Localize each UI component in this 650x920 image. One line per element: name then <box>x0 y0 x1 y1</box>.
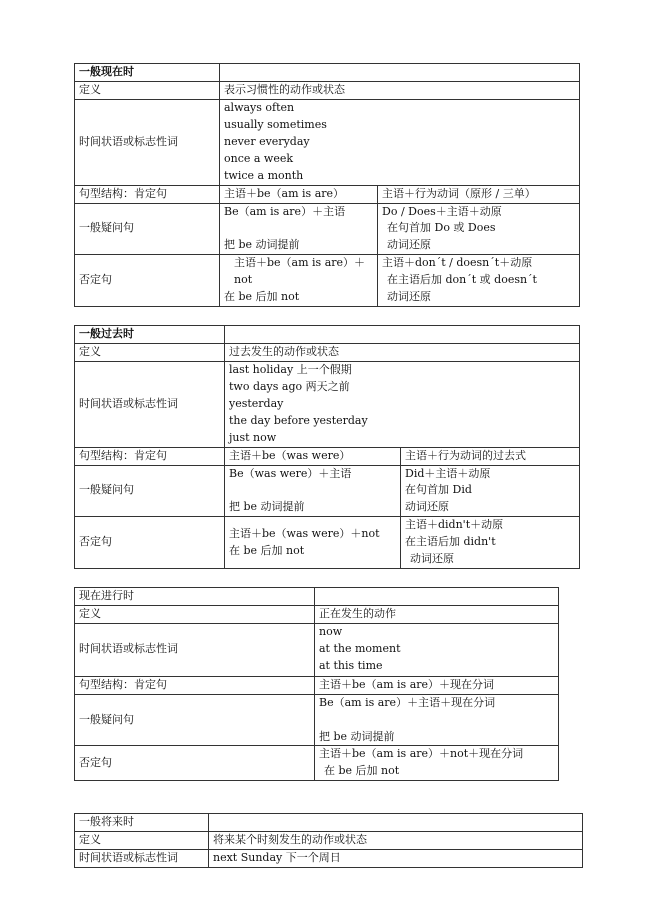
structure-label: 句型结构：肯定句 <box>75 185 220 203</box>
time-words-label: 时间状语或标志性词 <box>75 362 225 448</box>
negative-verb: 主语＋don´t / doesn´t＋动原 在主语后加 don´t 或 doesn´t 动词还原 <box>378 255 580 307</box>
time-word: last holiday 上一个假期 <box>229 363 352 376</box>
present-simple-title: 一般现在时 <box>75 64 220 82</box>
present-simple-table <box>74 63 580 307</box>
time-word: two days ago 两天之前 <box>229 379 350 393</box>
affirmative-be: 主语＋be（am is are） <box>220 185 378 203</box>
affirmative-be: 主语＋be（was were） <box>225 447 401 465</box>
past-simple-title: 一般过去时 <box>75 326 225 344</box>
present-continuous-title: 现在进行时 <box>75 588 315 606</box>
question-be: Be（am is are）＋主语 把 be 动词提前 <box>220 203 378 255</box>
time-word: at this time <box>319 658 383 672</box>
definition-label: 定义 <box>75 82 220 100</box>
time-word: just now <box>229 430 277 444</box>
future-simple-table <box>74 813 583 868</box>
negative-label: 否定句 <box>75 255 220 307</box>
definition-text: 将来某个时刻发生的动作或状态 <box>209 831 583 849</box>
time-word: the day before yesterday <box>229 413 368 427</box>
affirmative-verb: 主语＋行为动词的过去式 <box>401 447 580 465</box>
structure-label: 句型结构：肯定句 <box>75 676 315 694</box>
question-label: 一般疑问句 <box>75 203 220 255</box>
time-words-label: 时间状语或标志性词 <box>75 100 220 186</box>
structure-label: 句型结构：肯定句 <box>75 447 225 465</box>
time-words-label: 时间状语或标志性词 <box>75 849 209 867</box>
negative-verb: 主语＋didn't＋动原 在主语后加 didn't 动词还原 <box>401 517 580 569</box>
definition-text: 正在发生的动作 <box>315 605 559 623</box>
affirmative-verb: 主语＋行为动词（原形 / 三单） <box>378 185 580 203</box>
time-word: usually sometimes <box>224 117 327 131</box>
negative-label: 否定句 <box>75 517 225 569</box>
definition-label: 定义 <box>75 605 315 623</box>
present-continuous-table <box>74 587 559 781</box>
definition-text: 表示习惯性的动作或状态 <box>220 82 580 100</box>
time-words-cell <box>225 362 580 448</box>
question-be: Be（was were）＋主语 把 be 动词提前 <box>225 465 401 517</box>
time-word: always often <box>224 101 295 114</box>
future-simple-title: 一般将来时 <box>75 814 209 832</box>
negative-be: 主语＋be（am is are）＋ not 在 be 后加 not <box>220 255 378 307</box>
time-word: once a week <box>224 151 294 165</box>
definition-text: 过去发生的动作或状态 <box>225 344 580 362</box>
time-word: now <box>319 624 343 638</box>
time-word: twice a month <box>224 168 304 182</box>
time-words-cell: next Sunday 下一个周日 <box>209 849 583 867</box>
negative-be: 主语＋be（was were）＋not 在 be 后加 not <box>225 517 401 569</box>
time-words-label: 时间状语或标志性词 <box>75 623 315 676</box>
time-words-cell <box>315 623 559 676</box>
time-word: never everyday <box>224 134 310 148</box>
affirmative: 主语＋be（am is are）＋现在分词 <box>315 676 559 694</box>
time-word: yesterday <box>229 396 284 410</box>
time-word: at the moment <box>319 641 401 655</box>
question-label: 一般疑问句 <box>75 465 225 517</box>
question-verb: Did＋主语＋动原 在句首加 Did 动词还原 <box>401 465 580 517</box>
negative-label: 否定句 <box>75 746 315 781</box>
time-words-cell <box>220 100 580 186</box>
question-label: 一般疑问句 <box>75 694 315 746</box>
question: Be（am is are）＋主语＋现在分词 把 be 动词提前 <box>315 694 559 746</box>
definition-label: 定义 <box>75 831 209 849</box>
negative: 主语＋be（am is are）＋not＋现在分词 在 be 后加 not <box>315 746 559 781</box>
past-simple-table <box>74 325 580 569</box>
question-verb: Do / Does＋主语＋动原 在句首加 Do 或 Does 动词还原 <box>378 203 580 255</box>
definition-label: 定义 <box>75 344 225 362</box>
